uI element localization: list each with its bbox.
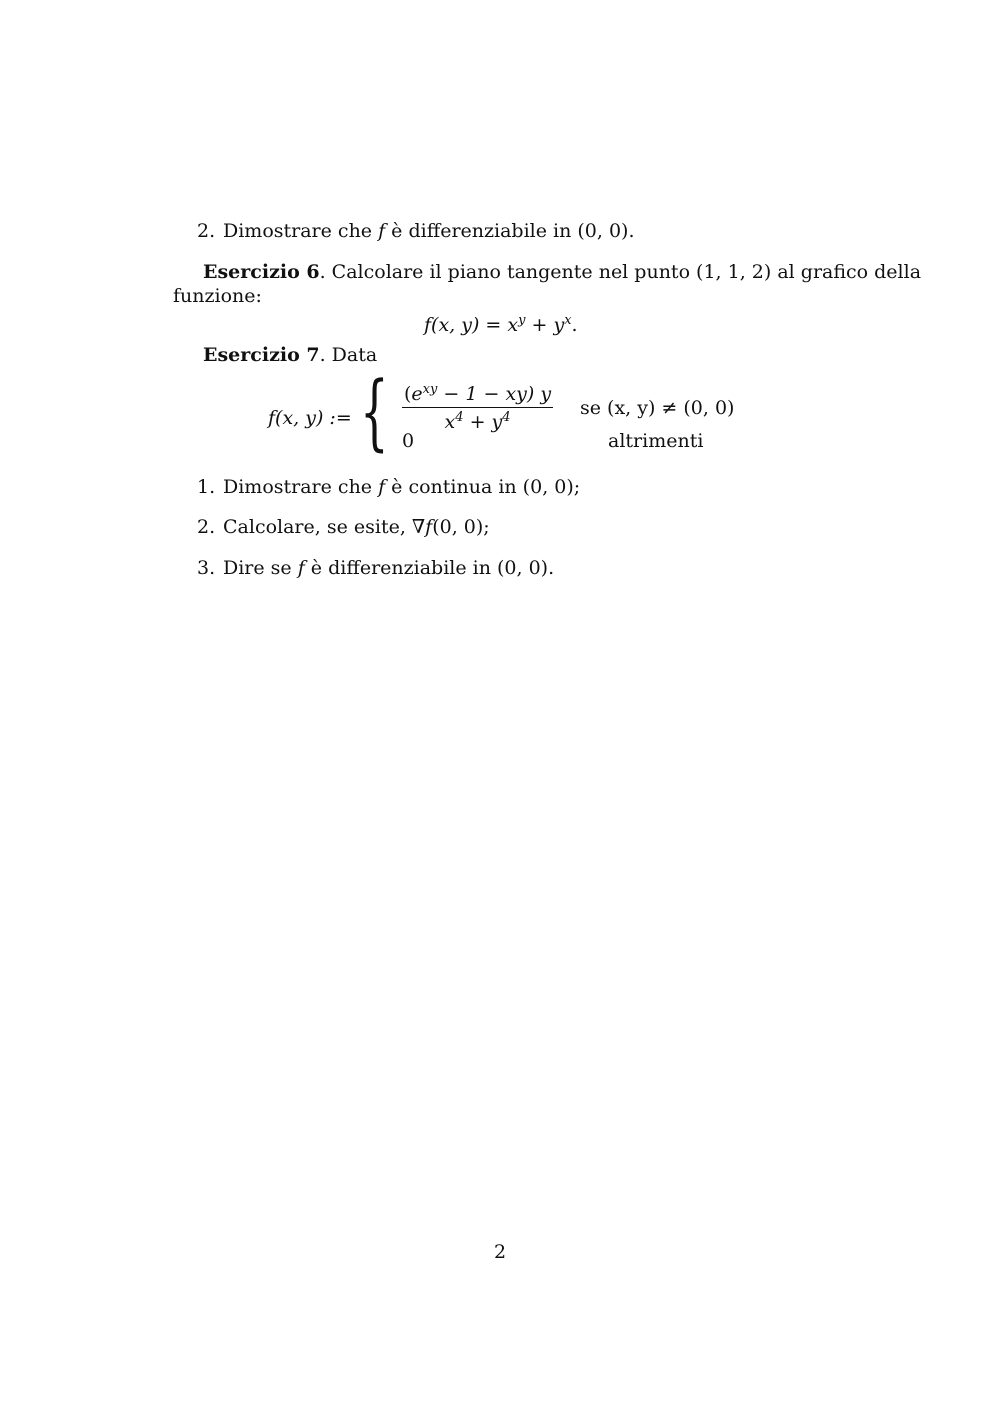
fraction	[402, 382, 553, 433]
item-number: 1.	[197, 476, 216, 498]
piecewise-zero: 0	[402, 430, 415, 452]
list-item: 3. Dire se f è differenziabile in (0, 0).	[197, 557, 555, 579]
item-number: 2.	[197, 516, 216, 538]
fraction-denominator: $x^4 + y^4$	[444, 410, 511, 433]
left-brace: {	[360, 365, 389, 460]
exercise-6-title: Esercizio 6	[203, 261, 320, 283]
item-number: 2.	[197, 220, 216, 242]
page-number: 2	[494, 1241, 507, 1263]
exercise-6-continuation: funzione:	[173, 285, 262, 307]
list-item: 2. Calcolare, se esite, ∇f(0, 0);	[197, 516, 490, 538]
exercise-6-intro: Esercizio 6. Calcolare il piano tangente nel punto (1, 1, 2) al grafico della	[203, 261, 922, 283]
list-item: 2. Dimostrare che f è differenziabile in (0, 0).	[197, 220, 635, 242]
exercise-7-intro: Esercizio 7. Data	[203, 344, 378, 366]
exercise-6-equation: f(x, $y) = x^y + y^x$.	[424, 313, 578, 336]
condition-2: altrimenti	[608, 430, 704, 452]
piecewise-lhs: f(x, y) :=	[268, 407, 352, 429]
condition-1: se (x, y) ≠ (0, 0)	[580, 397, 735, 419]
fraction-numerator: $(e^{xy} - 1 - xy)$ y	[402, 382, 553, 408]
list-item: 1. Dimostrare che f è continua in (0, 0);	[197, 476, 581, 498]
item-number: 3.	[197, 557, 216, 579]
exercise-7-title: Esercizio 7	[203, 344, 320, 366]
